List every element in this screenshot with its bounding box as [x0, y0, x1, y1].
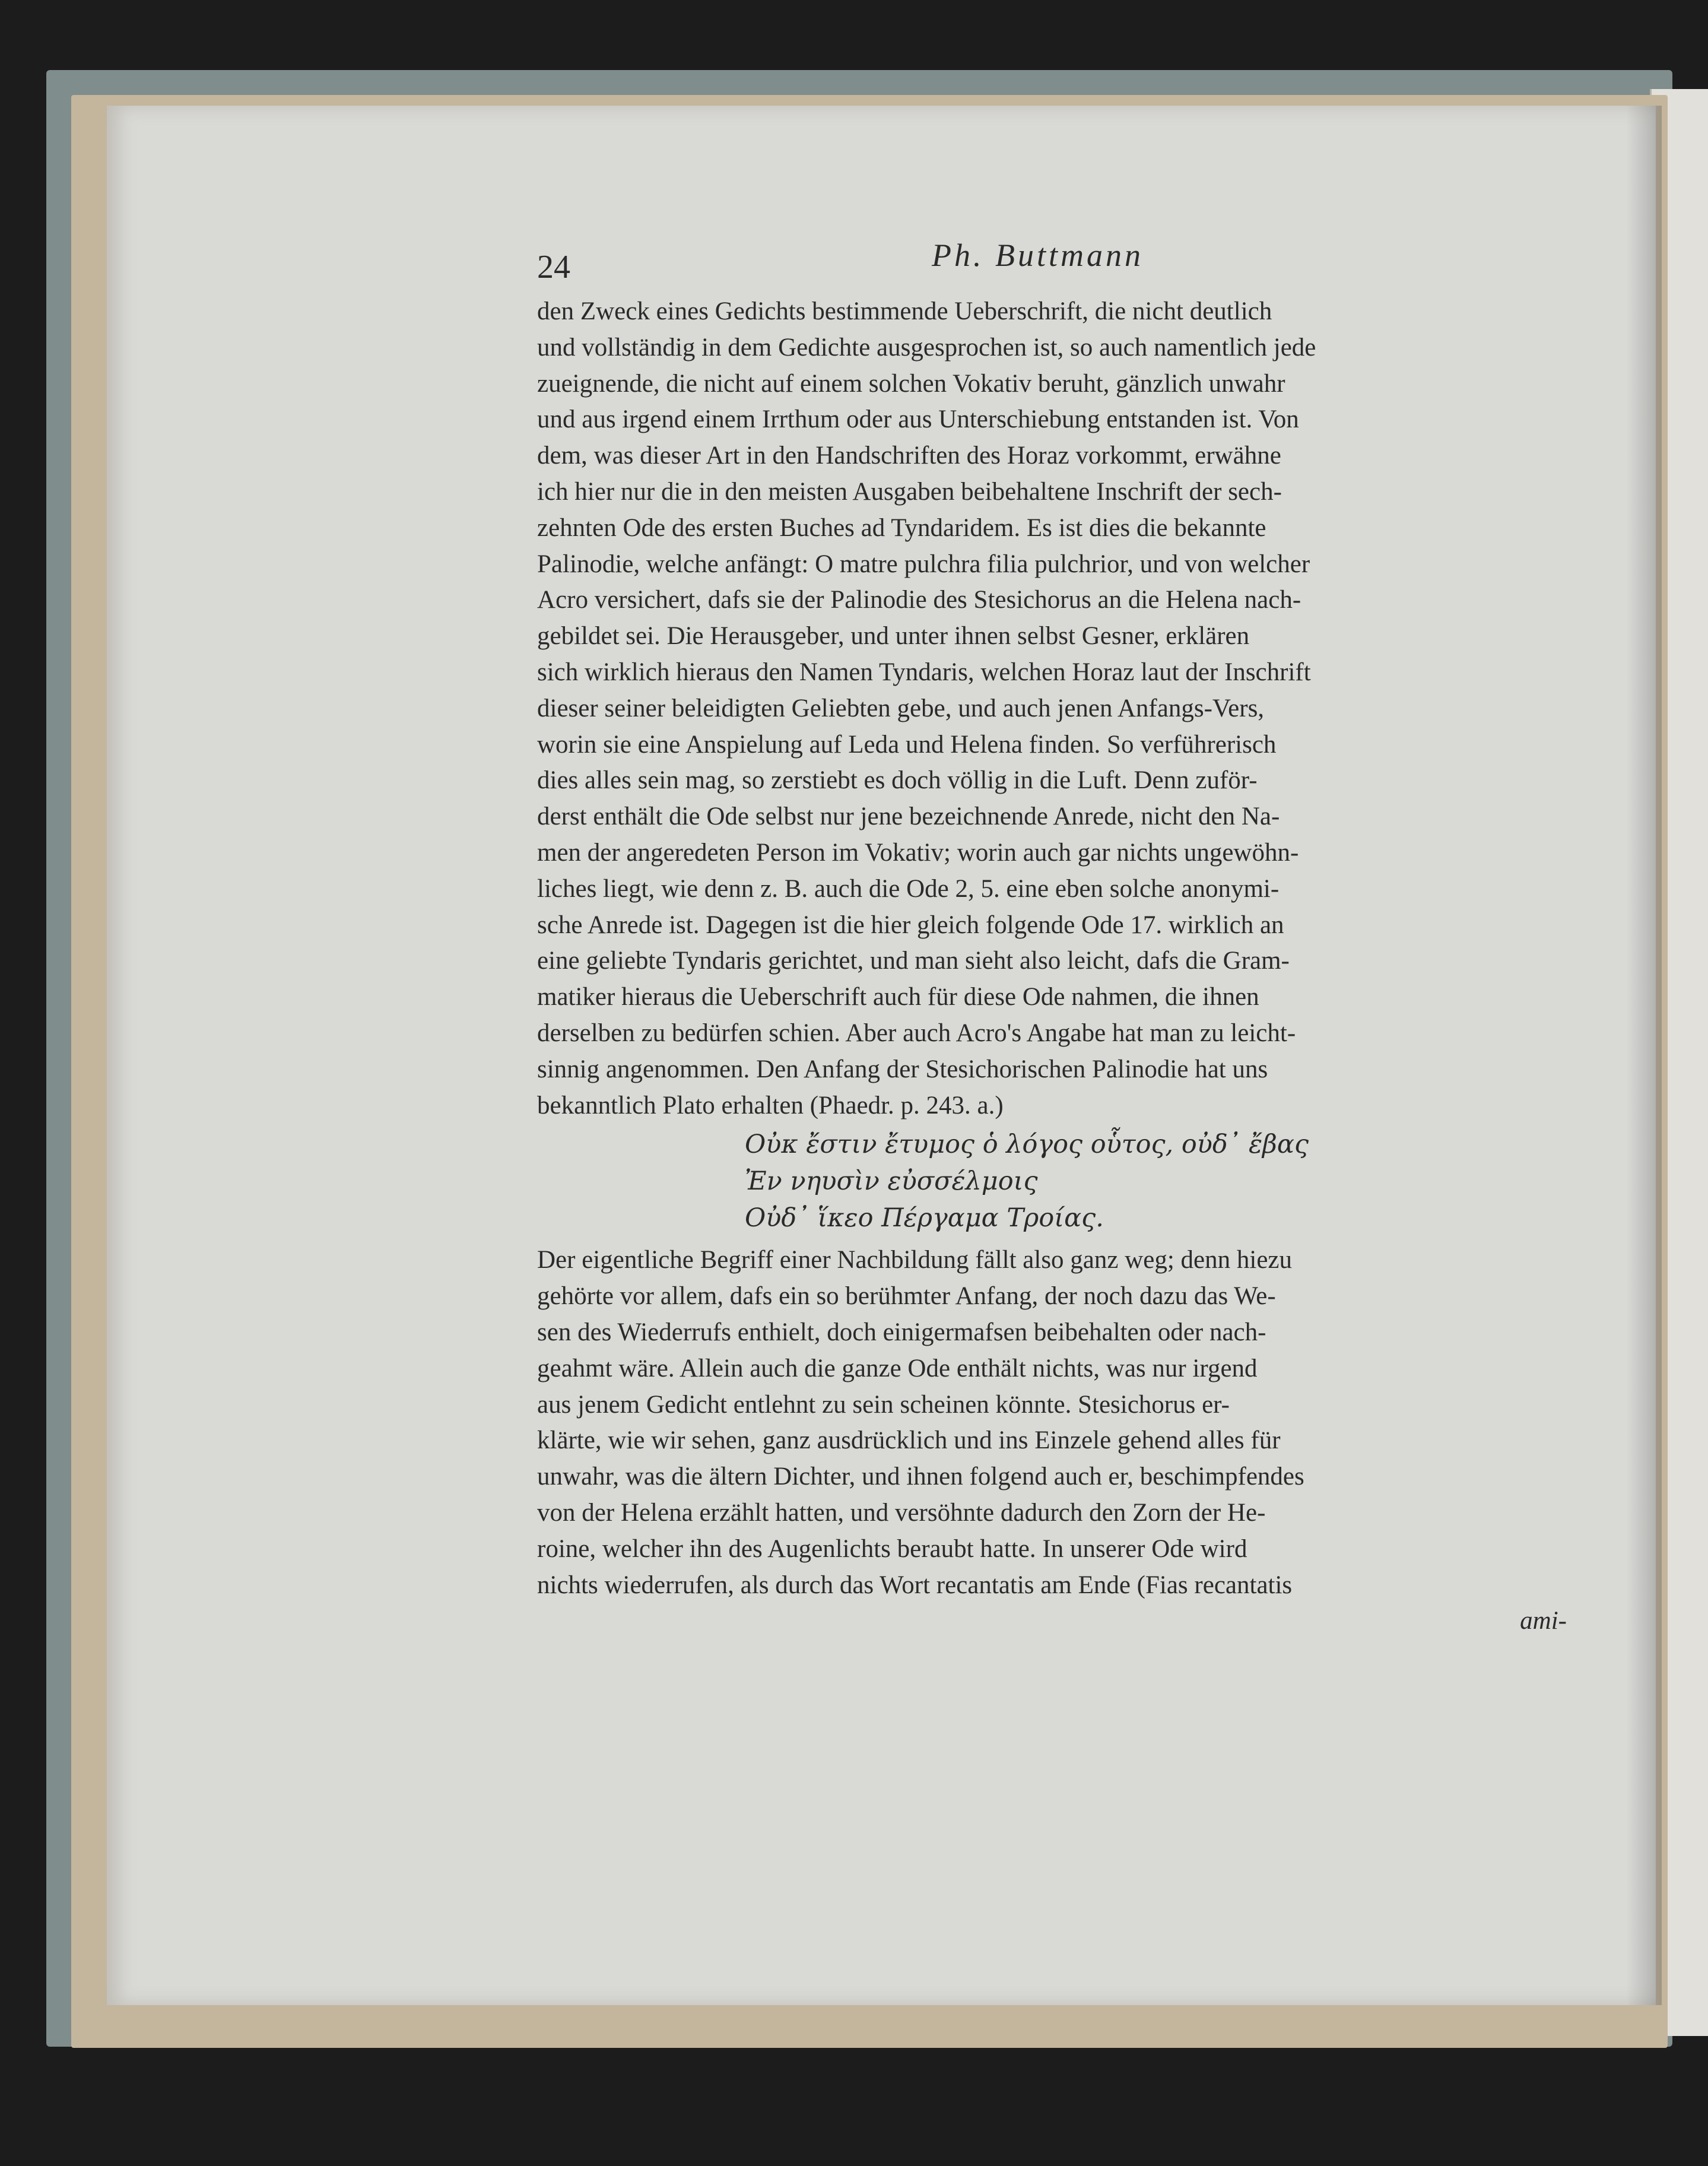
- text-line: matiker hieraus die Ueberschrift auch für diese Ode nahmen, die ihnen: [537, 983, 1259, 1011]
- text-line: ich hier nur die in den meisten Ausgaben beibehaltene Inschrift der sech-: [537, 477, 1282, 506]
- greek-verse-quote: [745, 1126, 1567, 1236]
- text-line: liches liegt, wie denn z. B. auch die Ode 2, 5. eine eben solche anonymi-: [537, 874, 1280, 903]
- text-line: gehörte vor allem, dafs ein so berühmter Anfang, der noch dazu das We-: [537, 1282, 1276, 1311]
- text-line: men der angeredeten Person im Vokativ; worin auch gar nichts ungewöhn-: [537, 838, 1299, 867]
- text-line: derselben zu bedürfen schien. Aber auch Acro's Angabe hat man zu leicht-: [537, 1019, 1296, 1047]
- text-line: roine, welcher ihn des Augenlichts beraubt hatte. In unserer Ode wird: [537, 1534, 1247, 1563]
- text-line: bekanntlich Plato erhalten (Phaedr. p. 243. a.): [537, 1091, 1004, 1120]
- text-line: dieser seiner beleidigten Geliebten gebe, und auch jenen Anfangs-Vers,: [537, 694, 1265, 722]
- text-line: von der Helena erzählt hatten, und versöhnte dadurch den Zorn der He-: [537, 1498, 1266, 1527]
- text-line: gebildet sei. Die Herausgeber, und unter ihnen selbst Gesner, erklären: [537, 622, 1250, 651]
- text-line: Acro versichert, dafs sie der Palinodie des Stesichorus an die Helena nach-: [537, 586, 1301, 614]
- paragraph-2: [537, 1242, 1567, 1603]
- text-line: eine geliebte Tyndaris gerichtet, und man sieht also leicht, dafs die Gram-: [537, 947, 1290, 975]
- text-line: unwahr, was die ältern Dichter, und ihnen folgend auch er, beschimpfendes: [537, 1463, 1304, 1491]
- text-line: klärte, wie wir sehen, ganz ausdrücklich und ins Einzele gehend alles für: [537, 1426, 1281, 1455]
- text-line: zehnten Ode des ersten Buches ad Tyndaridem. Es ist dies die bekannte: [537, 513, 1266, 542]
- text-line: und aus irgend einem Irrthum oder aus Unterschiebung entstanden ist. Von: [537, 405, 1299, 434]
- text-line: worin sie eine Anspielung auf Leda und Helena finden. So verführerisch: [537, 730, 1277, 759]
- text-line: sche Anrede ist. Dagegen ist die hier gleich folgende Ode 17. wirklich an: [537, 911, 1284, 939]
- page-number: 24: [537, 249, 570, 286]
- text-line: sich wirklich hieraus den Namen Tyndaris, welchen Horaz laut der Inschrift: [537, 658, 1311, 686]
- text-line: und vollständig in dem Gedichte ausgesprochen ist, so auch namentlich jede: [537, 333, 1316, 361]
- text-line: dies alles sein mag, so zerstiebt es doch völlig in die Luft. Denn zuför-: [537, 766, 1258, 795]
- verse-line: Οὐκ ἔστιν ἔτυμος ὁ λόγος οὗτος, οὐδ᾽ ἔβας: [745, 1130, 1309, 1160]
- page-text: [537, 237, 1567, 1639]
- text-line: dem, was dieser Art in den Handschriften des Horaz vorkommt, erwähne: [537, 442, 1281, 470]
- text-line: sen des Wiederrufs enthielt, doch einigermafsen beibehalten oder nach-: [537, 1318, 1266, 1346]
- gutter-shadow: [1626, 106, 1662, 2005]
- paragraph-1: [537, 294, 1567, 1124]
- text-line: sinnig angenommen. Den Anfang der Stesichorischen Palinodie hat uns: [537, 1055, 1268, 1083]
- text-line: derst enthält die Ode selbst nur jene bezeichnende Anrede, nicht den Na-: [537, 803, 1280, 831]
- catchword: ami-: [1520, 1607, 1567, 1635]
- verse-line: Ἐν νηυσὶν εὐσσέλμοις: [745, 1166, 1038, 1197]
- text-line: aus jenem Gedicht entlehnt zu sein scheinen könnte. Stesichorus er-: [537, 1390, 1230, 1419]
- text-line: zueignende, die nicht auf einem solchen Vokativ beruht, gänzlich unwahr: [537, 369, 1285, 398]
- text-line: nichts wiederrufen, als durch das Wort recantatis am Ende (Fias recantatis: [537, 1571, 1293, 1599]
- running-title: Ph. Buttmann: [932, 237, 1144, 273]
- text-line: geahmt wäre. Allein auch die ganze Ode enthält nichts, was nur irgend: [537, 1354, 1258, 1382]
- page-header: [537, 237, 1567, 294]
- text-line: den Zweck eines Gedichts bestimmende Ueberschrift, die nicht deutlich: [537, 297, 1272, 325]
- text-line: Der eigentliche Begriff einer Nachbildung fällt also ganz weg; denn hiezu: [537, 1246, 1293, 1274]
- text-line: Palinodie, welche anfängt: O matre pulchra filia pulchrior, und von welcher: [537, 550, 1310, 578]
- verse-line: Οὐδ᾽ ἵκεο Πέργαμα Τροίας.: [745, 1203, 1104, 1233]
